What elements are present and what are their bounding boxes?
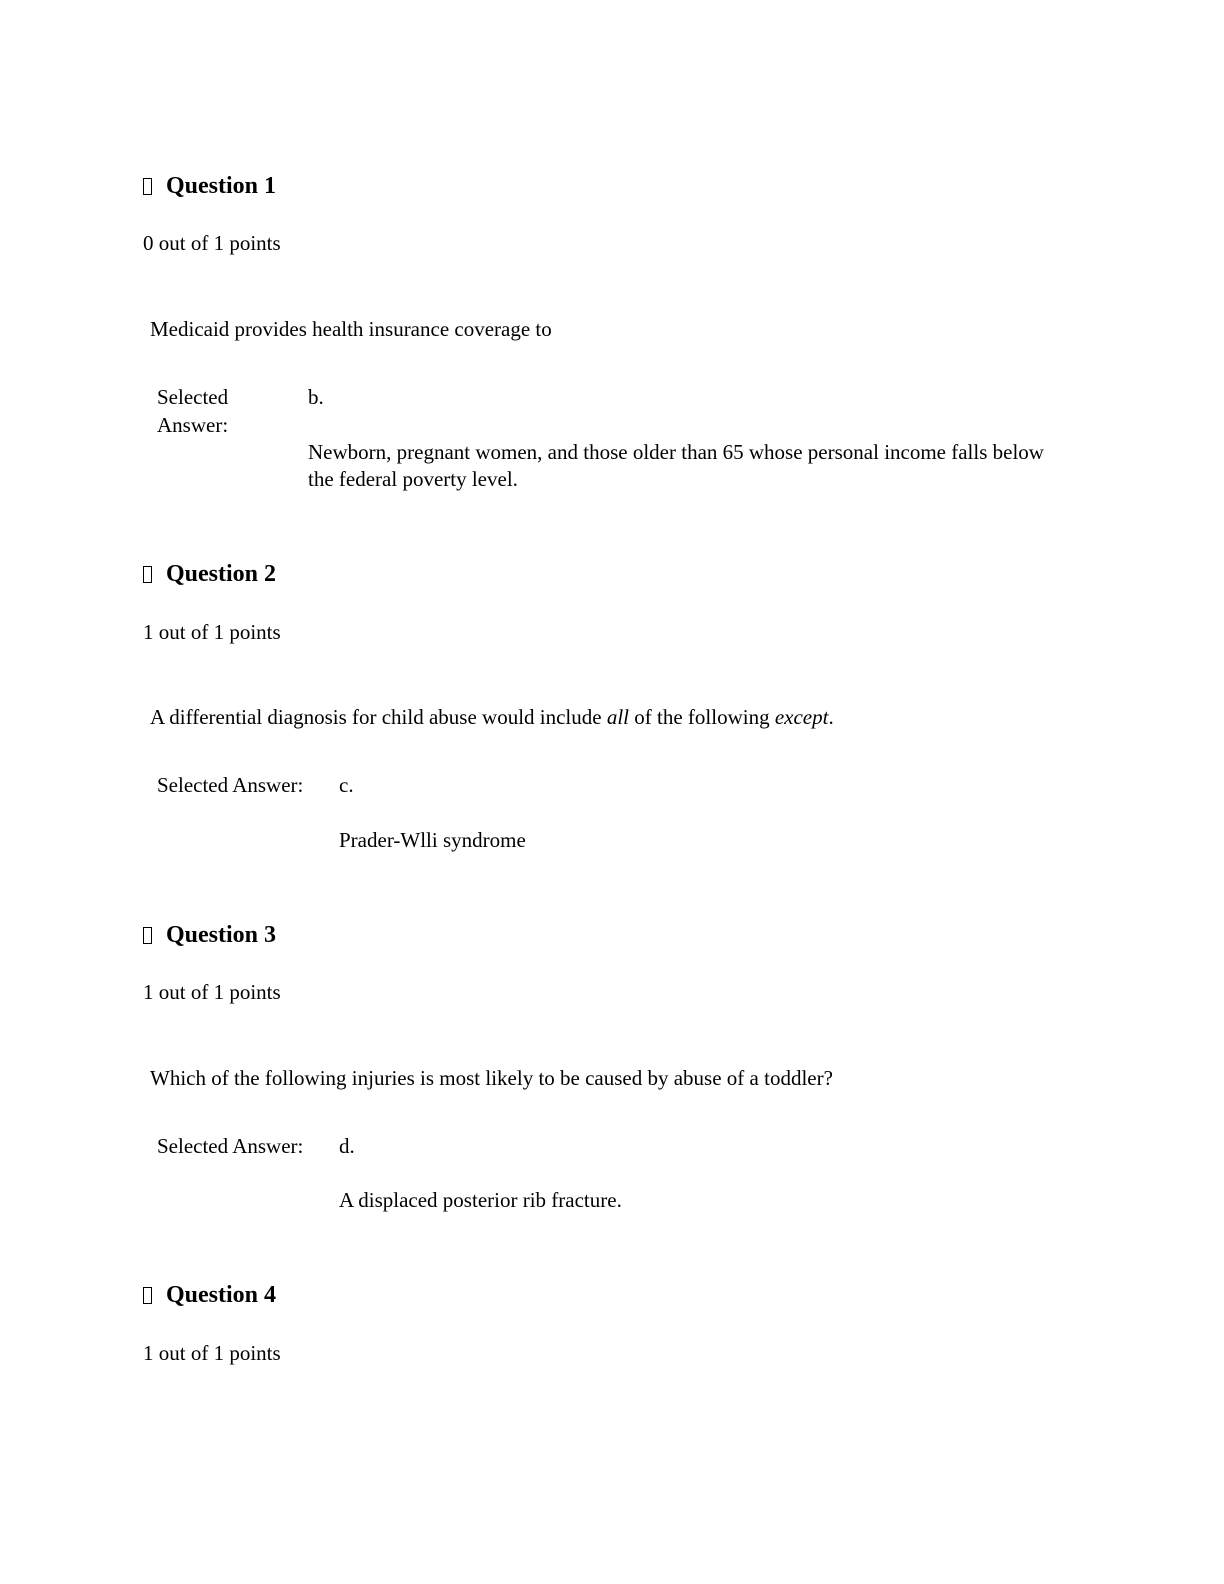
question-1-text: Medicaid provides health insurance coverage to [150, 317, 552, 341]
question-1-answer-text: Newborn, pregnant women, and those older than 65 whose personal income falls below the federal poverty level. [308, 440, 1044, 491]
question-text-part: of the following [629, 705, 775, 729]
question-status-icon [143, 566, 152, 583]
question-4-points: 1 out of 1 points [143, 1341, 281, 1365]
question-2-selected-answer-label: Selected Answer: [157, 773, 304, 797]
question-text-emphasis: except [774, 705, 829, 729]
question-text-emphasis: all [606, 705, 630, 729]
question-4-heading [143, 1279, 276, 1311]
question-2-heading [143, 558, 276, 590]
question-1-selected-answer-label: Selected Answer: [157, 385, 229, 437]
question-text-part: . [828, 705, 834, 729]
question-3-answer-letter: d. [339, 1134, 355, 1158]
question-2-answer-text: Prader-Wlli syndrome [339, 828, 526, 852]
question-3-text: Which of the following injuries is most likely to be caused by abuse of a toddler? [150, 1066, 833, 1090]
question-3-answer-text: A displaced posterior rib fracture. [339, 1188, 622, 1212]
question-title: Question 2 [166, 560, 277, 587]
question-status-icon [143, 178, 152, 195]
question-status-icon [143, 1287, 152, 1304]
question-1-heading [143, 170, 276, 202]
question-title: Question 3 [166, 921, 277, 948]
question-1-points: 0 out of 1 points [143, 231, 281, 255]
question-2-answer-letter: c. [339, 773, 354, 797]
question-1-answer-letter: b. [308, 385, 324, 409]
question-3-points: 1 out of 1 points [143, 980, 281, 1004]
question-text-part: A differential diagnosis for child abuse would include [150, 705, 607, 729]
question-2-points: 1 out of 1 points [143, 620, 281, 644]
question-3-heading [143, 919, 276, 951]
question-3-selected-answer-label: Selected Answer: [157, 1134, 304, 1158]
question-title: Question 4 [166, 1281, 277, 1308]
question-status-icon [143, 927, 152, 944]
question-title: Question 1 [166, 172, 277, 199]
question-2-text [150, 703, 834, 731]
